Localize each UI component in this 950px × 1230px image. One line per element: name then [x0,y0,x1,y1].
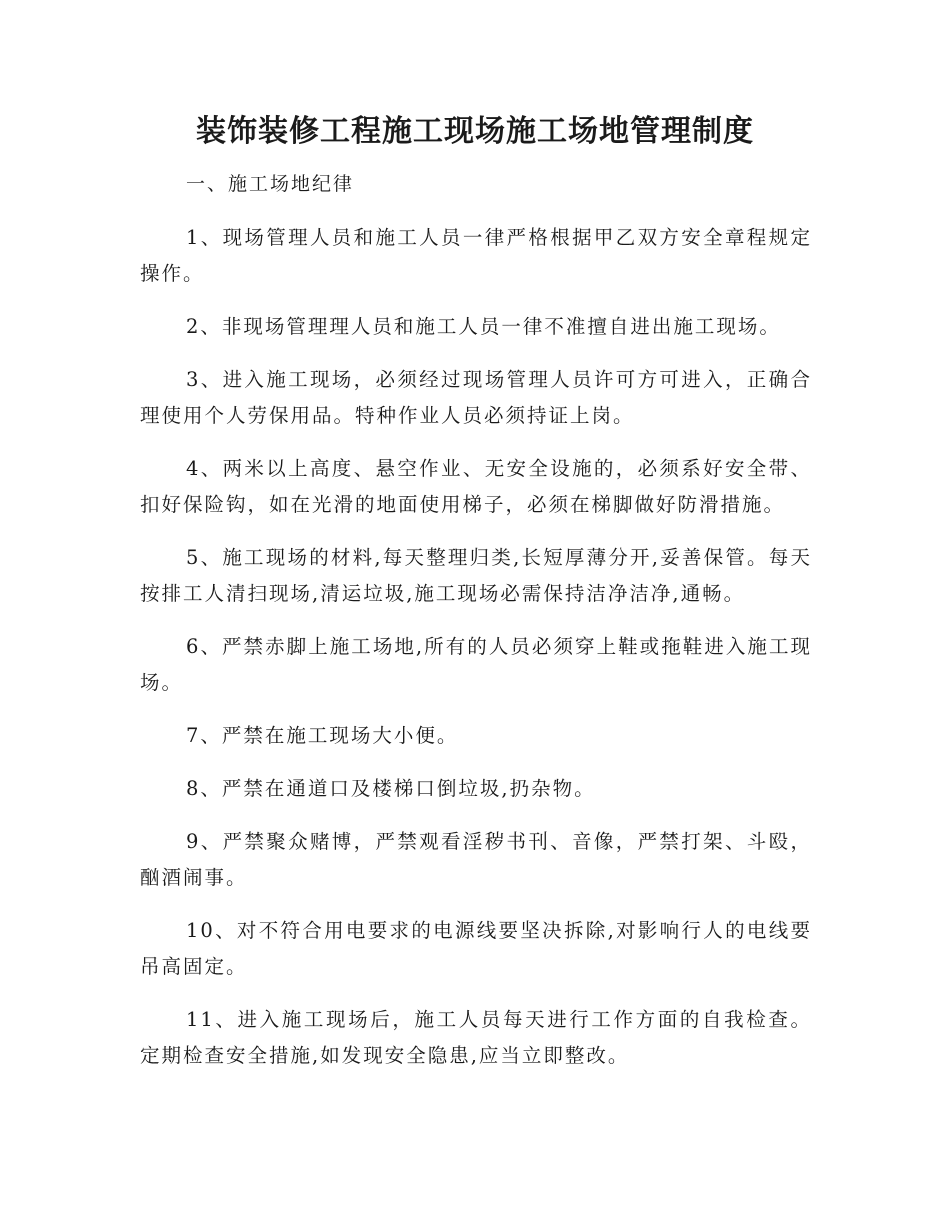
rule-paragraph-6: 6、严禁赤脚上施工场地,所有的人员必须穿上鞋或拖鞋进入施工现场。 [140,635,812,694]
rule-paragraph-1: 1、现场管理人员和施工人员一律严格根据甲乙双方安全章程规定操作。 [140,226,812,285]
rule-paragraph-8: 8、严禁在通道口及楼梯口倒垃圾,扔杂物。 [186,777,596,800]
rule-paragraph-9: 9、严禁聚众赌博，严禁观看淫秽书刊、音像，严禁打架、斗殴，酗酒闹事。 [140,830,812,889]
rule-paragraph-11: 11、进入施工现场后，施工人员每天进行工作方面的自我检查。定期检查安全措施,如发现安全隐患,应当立即整改。 [140,1008,812,1067]
section-heading: 一、施工场地纪律 [186,173,355,195]
rule-paragraph-2: 2、非现场管理理人员和施工人员一律不准擅自进出施工现场。 [186,315,781,338]
rule-paragraph-3: 3、进入施工现场，必须经过现场管理人员许可方可进入，正确合理使用个人劳保用品。特种作业人员必须持证上岗。 [140,368,812,427]
rule-paragraph-5: 5、施工现场的材料,每天整理归类,长短厚薄分开,妥善保管。每天按排工人清扫现场,清运垃圾,施工现场必需保持洁净洁净,通畅。 [140,546,812,605]
rule-paragraph-4: 4、两米以上高度、悬空作业、无安全设施的，必须系好安全带、扣好保险钩，如在光滑的地面使用梯子，必须在梯脚做好防滑措施。 [140,457,812,516]
rule-paragraph-7: 7、严禁在施工现场大小便。 [186,724,459,747]
rule-paragraph-10: 10、对不符合用电要求的电源线要坚决拆除,对影响行人的电线要吊高固定。 [140,919,812,978]
document-body [140,220,812,1091]
document-title: 装饰装修工程施工现场施工场地管理制度 [196,114,754,149]
